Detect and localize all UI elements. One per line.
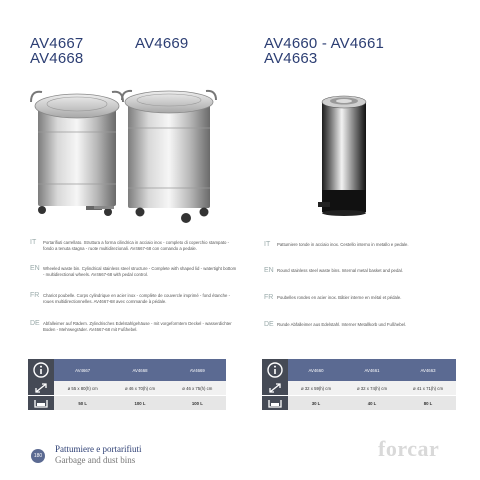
description-en-right (264, 268, 454, 278)
table-header: AV4663 (400, 359, 456, 381)
description-text: Runde Abfalleimer aus Edelstahl. Interner Metallkorb und Fußhebel. (277, 322, 407, 327)
lang-code: EN (264, 267, 274, 274)
description-de-right (264, 322, 454, 332)
product-code-av4663: AV4663 (264, 50, 318, 67)
description-text: Pattumiere tonde in acciaio inox. Cestello interno in metallo e pedale. (277, 242, 409, 247)
info-icon-cell (28, 359, 54, 381)
lang-code: IT (264, 241, 271, 248)
page-number: 180 (31, 449, 45, 463)
footer-title: Pattumiere e portarifiuti (55, 444, 142, 454)
description-en-left (30, 266, 240, 286)
table-cell: 50 L (54, 396, 111, 411)
capacity-icon-cell (28, 396, 54, 411)
info-icon (267, 362, 283, 378)
description-text: Round stainless steel waste bins. Internal metal basket and pedal. (277, 268, 403, 273)
spec-table-right (262, 359, 456, 410)
table-cell: 30 L (288, 396, 344, 411)
product-code-av4668: AV4668 (30, 50, 84, 67)
table-header: AV4667 (54, 359, 111, 381)
dimensions-icon-cell (28, 381, 54, 396)
product-code-av4667: AV4667 (30, 35, 84, 52)
table-cell: 80 L (400, 396, 456, 411)
dimensions-icon-cell (262, 381, 288, 396)
brand-logo: forcar (378, 436, 440, 461)
dimensions-icon (268, 382, 282, 394)
table-header: AV4660 (288, 359, 344, 381)
info-icon (33, 362, 49, 378)
description-text: Chariot poubelle. Corps cylindrique en acier inox - complète de couvercle imprimé - fond étanche - roues multidirectionnelles. AV4667-68 avec commande à pédale. (43, 293, 231, 304)
product-code-av4660-av4661: AV4660 - AV4661 (264, 35, 385, 52)
dimensions-icon (34, 382, 48, 394)
capacity-icon-cell (262, 396, 288, 411)
lang-code: IT (30, 239, 37, 246)
product-code-av4669: AV4669 (135, 35, 189, 52)
wheeled-bins-image (28, 84, 228, 230)
table-cell: 100 L (169, 396, 226, 411)
table-header: AV4661 (344, 359, 400, 381)
capacity-icon (268, 398, 282, 408)
description-fr-right (264, 295, 454, 305)
footer-subtitle: Garbage and dust bins (55, 455, 136, 465)
lang-code: DE (30, 320, 40, 327)
table-cell: ø 46 x 70(h) cm (111, 381, 168, 396)
info-icon-cell (262, 359, 288, 381)
description-text: Wheeled waste bin. Cylindrical stainless steel structure - Complete with shaped lid - watertight bottom - multidirectional wheels. AV4667-68 with pedal control. (43, 266, 237, 277)
table-cell: ø 46 x 75(h) cm (169, 381, 226, 396)
lang-code: FR (30, 292, 40, 299)
capacity-icon (34, 398, 48, 408)
spec-table-left (28, 359, 226, 410)
description-it-right (264, 242, 454, 252)
description-de-left (30, 321, 240, 341)
table-cell: 100 L (111, 396, 168, 411)
table-cell: 40 L (344, 396, 400, 411)
table-header: AV4669 (169, 359, 226, 381)
table-cell: ø 55 x 80(h) cm (54, 381, 111, 396)
lang-code: DE (264, 321, 274, 328)
table-header: AV4668 (111, 359, 168, 381)
table-cell: ø 32 x 59(h) cm (288, 381, 344, 396)
pedal-bin-image (314, 90, 374, 220)
lang-code: FR (264, 294, 274, 301)
description-fr-left (30, 293, 240, 313)
description-text: Abfalleimer auf Rädern. Zylindrisches Edelstahlgehäuse - mit vorgeformtem Deckel - wasserdichter Boden - Mehrwegräder. AV4667-68 mit Fußhebel. (43, 321, 232, 332)
table-cell: ø 41 x 71(h) cm (400, 381, 456, 396)
lang-code: EN (30, 265, 40, 272)
description-text: Poubelles rondes en acier inox. Bâtier interne en métal et pédale. (277, 295, 402, 300)
description-it-left (30, 240, 240, 260)
table-cell: ø 32 x 74(h) cm (344, 381, 400, 396)
description-text: Portarifiuti carrellato. Struttura a forma cilindrica in acciaio inox - completo di coperchio stampato - fondo a tenuta stagna - ruote multidirezionali. AV4667-68 con comando a pedale. (43, 240, 230, 251)
